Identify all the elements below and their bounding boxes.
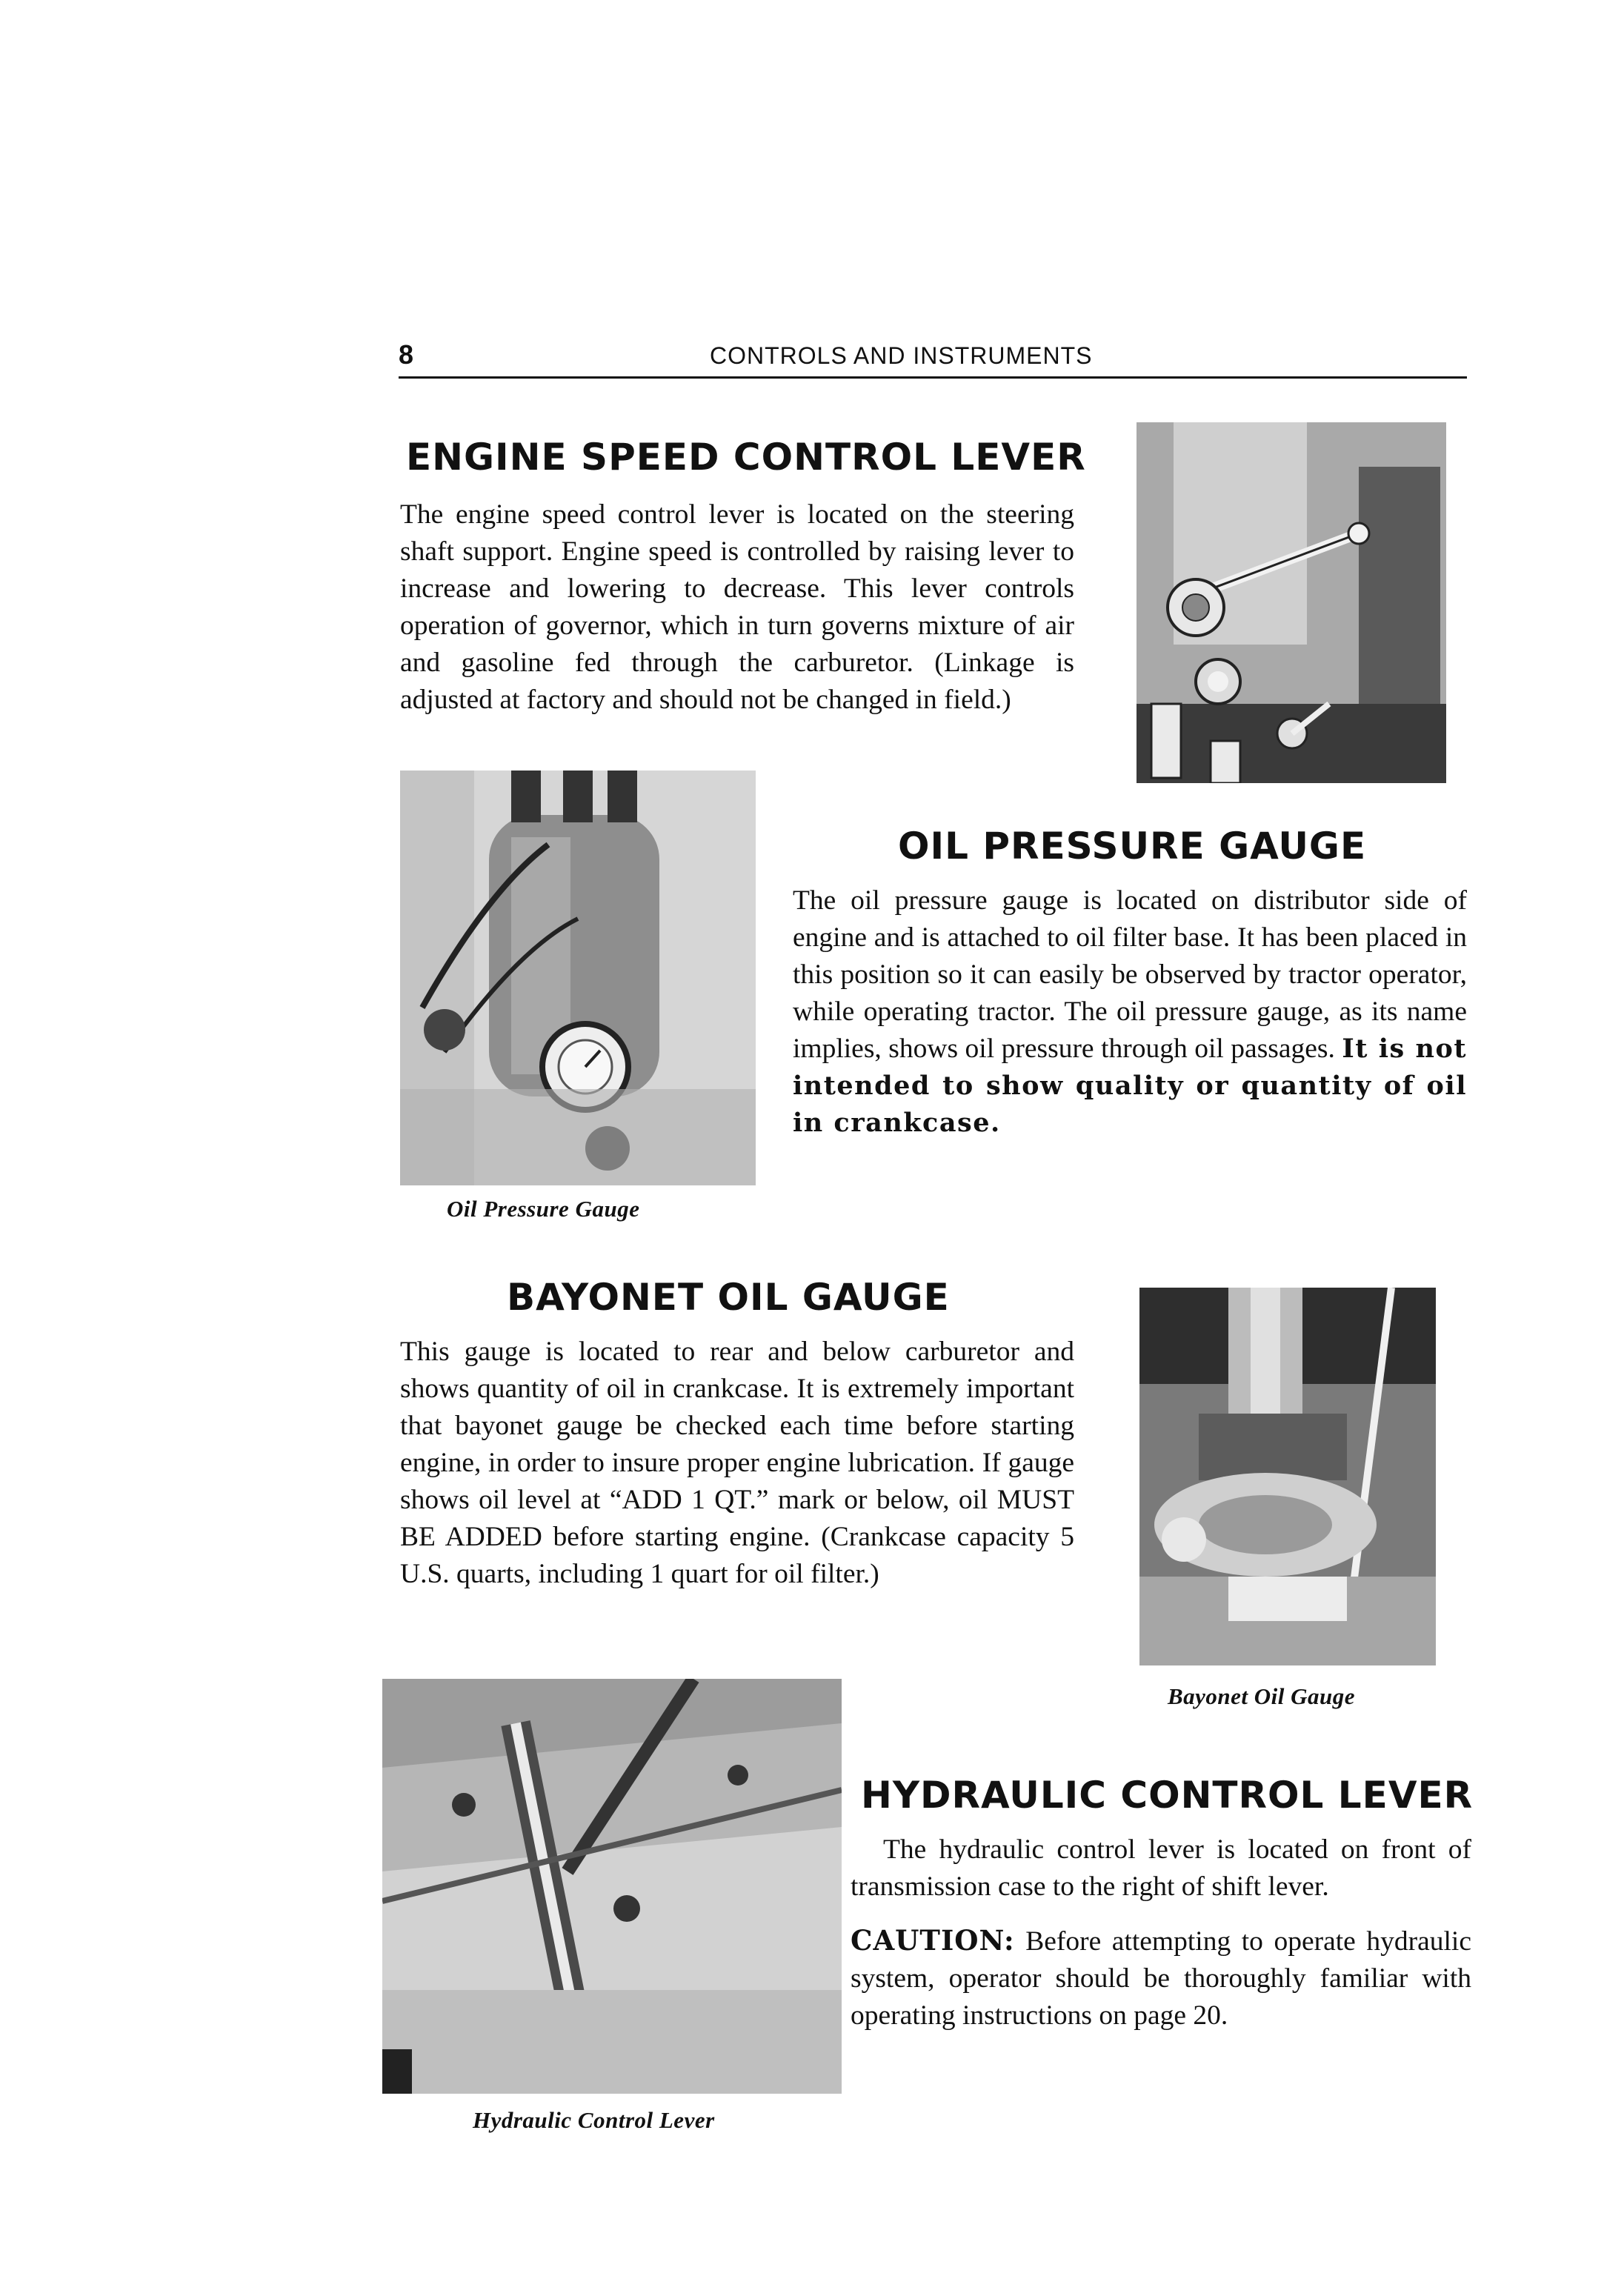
oil-pressure-body	[793, 882, 1467, 1142]
oil-pressure-body-emphasis: It is not intended to show quality or quantity of oil in crankcase.	[793, 1034, 1467, 1138]
engine-speed-heading: ENGINE SPEED CONTROL LEVER	[406, 436, 1086, 479]
oil-pressure-body-text: The oil pressure gauge is located on distributor side of engine and is attached to oil filter base. It has been placed in this position so it can easily be observed by tractor operator, while operating tractor. The oil pressure gauge, as its name implies, shows oil pressure through oil passages.	[793, 885, 1467, 1064]
caution-label: CAUTION:	[851, 1924, 1015, 1957]
running-header	[399, 338, 1467, 379]
hydraulic-control-lever-caption: Hydraulic Control Lever	[473, 2107, 715, 2133]
bayonet-heading: BAYONET OIL GAUGE	[507, 1276, 950, 1319]
oil-pressure-gauge-caption: Oil Pressure Gauge	[447, 1196, 640, 1222]
engine-speed-body: The engine speed control lever is located on the steering shaft support. Engine speed is controlled by raising lever to increase and lowering to decrease. This lever controls operation of governor, which in turn governs mixture of air and gasoline fed through the carburetor. (Linkage is adjusted at factory and should not be changed in field.)	[400, 499, 1074, 715]
oil-pressure-heading: OIL PRESSURE GAUGE	[898, 825, 1367, 868]
hydraulic-caution	[851, 1922, 1471, 2034]
caution-text: Before attempting to operate hydraulic system, operator should be thoroughly familiar with operating instructions on page 20.	[851, 1926, 1471, 2031]
hydraulic-control-lever-photo	[382, 1679, 842, 2094]
bayonet-oil-gauge-photo	[1139, 1288, 1436, 1665]
hydraulic-body	[851, 1831, 1471, 2034]
engine-speed-lever-photo	[1137, 422, 1446, 783]
running-header-title: CONTROLS AND INSTRUMENTS	[710, 342, 1093, 369]
page-number: 8	[399, 339, 414, 370]
oil-pressure-gauge-photo	[400, 771, 756, 1185]
bayonet-body: This gauge is located to rear and below carburetor and shows quantity of oil in crankcase. It is extremely important that bayonet gauge be checked each time before starting engine, in order to insure proper engine lubrication. If gauge shows oil level at “ADD 1 QT.” mark or below, oil MUST BE ADDED before starting engine. (Crankcase capacity 5 U.S. quarts, including 1 quart for oil filter.)	[400, 1337, 1074, 1589]
bayonet-oil-gauge-caption: Bayonet Oil Gauge	[1168, 1683, 1356, 1709]
hydraulic-heading: HYDRAULIC CONTROL LEVER	[861, 1774, 1474, 1817]
hydraulic-body-text: The hydraulic control lever is located on front of transmission case to the right of shift lever.	[851, 1834, 1471, 1902]
